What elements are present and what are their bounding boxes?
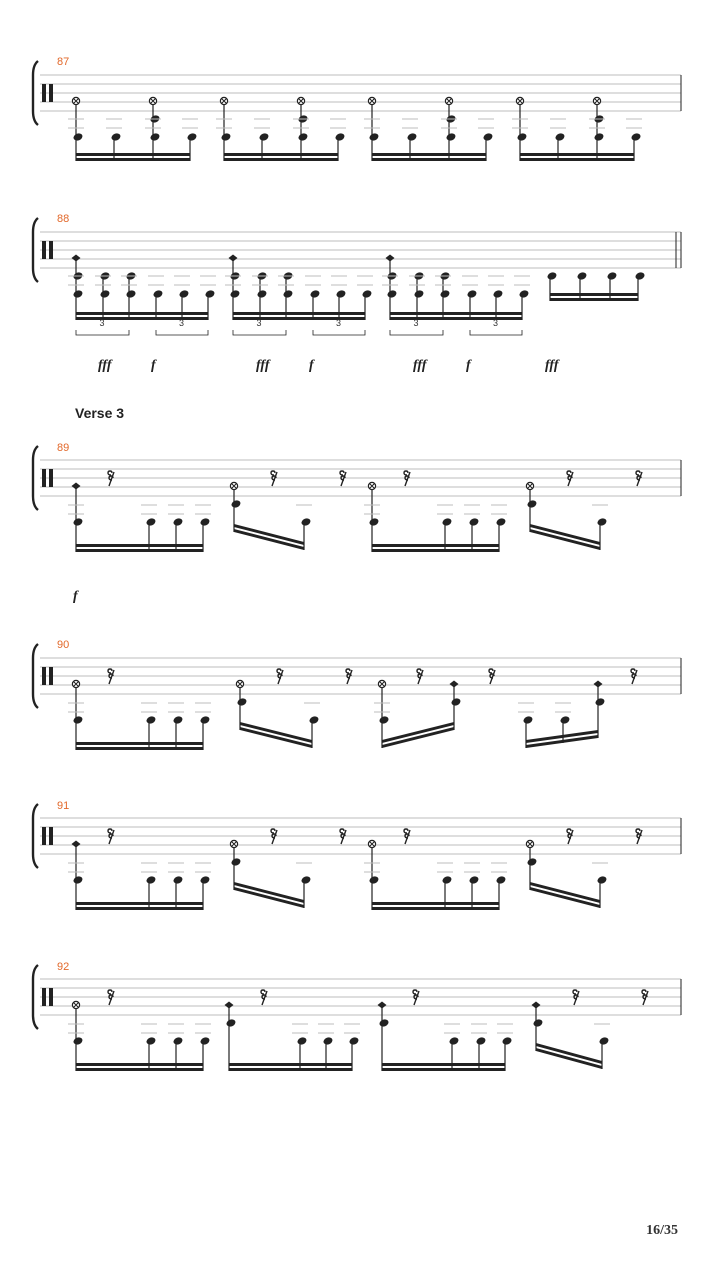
measure-number: 88 (57, 213, 70, 225)
beam (550, 293, 638, 296)
beam (76, 747, 203, 750)
notehead (100, 289, 111, 299)
notehead (173, 875, 184, 885)
beam (229, 1063, 352, 1066)
page-number: 16/35 (646, 1223, 678, 1238)
beam (76, 312, 208, 315)
dynamic-marking: fff (545, 358, 559, 373)
notehead (517, 132, 528, 142)
beam (76, 1063, 203, 1066)
percussion-clef-bar (49, 667, 53, 685)
measure-number: 90 (57, 639, 70, 651)
dynamic-marking: fff (413, 358, 427, 373)
notehead (231, 499, 242, 509)
notehead (369, 132, 380, 142)
measure-number: 87 (57, 56, 70, 68)
percussion-clef-bar (42, 241, 46, 259)
notehead (594, 132, 605, 142)
section-label: Verse 3 (75, 405, 125, 421)
notehead (335, 132, 346, 142)
notehead (527, 857, 538, 867)
notehead (446, 132, 457, 142)
beam (550, 298, 638, 301)
notehead (493, 289, 504, 299)
bracket (33, 804, 38, 868)
diamond-notehead (72, 841, 81, 848)
notehead (301, 517, 312, 527)
notehead (442, 517, 453, 527)
notehead (523, 715, 534, 725)
notehead (527, 499, 538, 509)
system-measure-89 (33, 442, 681, 604)
measure-number: 91 (57, 800, 70, 812)
notehead (379, 715, 390, 725)
notehead (379, 1018, 390, 1028)
beam (520, 158, 634, 161)
system-measure-90 (33, 639, 681, 750)
tuplet-bracket (470, 330, 522, 335)
system-measure-88 (33, 213, 681, 373)
percussion-clef-bar (42, 667, 46, 685)
beam (76, 544, 203, 547)
system-measure-92 (33, 961, 681, 1071)
diamond-notehead (532, 1002, 541, 1009)
dynamic-marking: f (466, 358, 471, 373)
notehead (73, 1036, 84, 1046)
beam (372, 153, 486, 156)
notehead (547, 271, 558, 281)
tuplet-number: 3 (493, 318, 499, 328)
notehead (301, 875, 312, 885)
notehead (230, 289, 241, 299)
notehead (173, 715, 184, 725)
percussion-clef-bar (42, 827, 46, 845)
beam (372, 902, 499, 905)
notehead (369, 875, 380, 885)
notehead (387, 289, 398, 299)
dynamic-marking: f (73, 589, 78, 604)
notehead (146, 715, 157, 725)
tuplet-bracket (76, 330, 129, 335)
tuplet-bracket (390, 330, 443, 335)
notehead (153, 289, 164, 299)
notehead (449, 1036, 460, 1046)
notehead (200, 1036, 211, 1046)
beam (372, 549, 499, 552)
tuplet-number: 3 (256, 318, 262, 328)
notehead (111, 132, 122, 142)
notehead (635, 271, 646, 281)
dynamic-marking: fff (256, 358, 270, 373)
notehead (226, 1018, 237, 1028)
beam (76, 317, 208, 320)
percussion-clef-bar (42, 988, 46, 1006)
beam (76, 153, 190, 156)
notehead (221, 132, 232, 142)
notehead (496, 875, 507, 885)
beam (229, 1068, 352, 1071)
notehead (597, 875, 608, 885)
notehead (173, 1036, 184, 1046)
beam (233, 312, 365, 315)
beam (520, 153, 634, 156)
notehead (146, 1036, 157, 1046)
notehead (126, 289, 137, 299)
measure-number: 89 (57, 442, 70, 454)
percussion-clef-bar (42, 469, 46, 487)
bracket (33, 218, 38, 282)
notehead (237, 697, 248, 707)
notehead (595, 697, 606, 707)
diamond-notehead (594, 681, 603, 688)
beam (372, 544, 499, 547)
tuplet-bracket (156, 330, 208, 335)
bracket (33, 644, 38, 708)
percussion-clef-bar (49, 84, 53, 102)
measure-number: 92 (57, 961, 70, 973)
beam (390, 312, 522, 315)
notehead (502, 1036, 513, 1046)
notehead (73, 517, 84, 527)
beam (76, 907, 203, 910)
notehead (414, 289, 425, 299)
notehead (73, 289, 84, 299)
diamond-notehead (225, 1002, 234, 1009)
beam (224, 158, 338, 161)
notehead (257, 289, 268, 299)
beam (76, 742, 203, 745)
tuplet-bracket (233, 330, 286, 335)
bracket (33, 61, 38, 125)
notehead (200, 715, 211, 725)
bracket (33, 965, 38, 1029)
beam (382, 1068, 505, 1071)
notehead (231, 857, 242, 867)
notehead (469, 517, 480, 527)
beam (76, 1068, 203, 1071)
notehead (259, 132, 270, 142)
notehead (560, 715, 571, 725)
diamond-notehead (386, 255, 395, 262)
beam (224, 153, 338, 156)
notehead (297, 1036, 308, 1046)
system-measure-91 (33, 800, 681, 910)
beam (76, 549, 203, 552)
tuplet-bracket (313, 330, 365, 335)
notehead (146, 517, 157, 527)
notehead (200, 875, 211, 885)
notehead (597, 517, 608, 527)
notehead (469, 875, 480, 885)
notehead (631, 132, 642, 142)
notehead (205, 289, 216, 299)
bracket (33, 446, 38, 510)
notehead (483, 132, 494, 142)
beam (390, 317, 522, 320)
diamond-notehead (72, 255, 81, 262)
beam (382, 1063, 505, 1066)
dynamic-marking: f (309, 358, 314, 373)
diamond-notehead (450, 681, 459, 688)
notehead (73, 132, 84, 142)
notehead (369, 517, 380, 527)
beam (372, 158, 486, 161)
notehead (577, 271, 588, 281)
notehead (496, 517, 507, 527)
diamond-notehead (378, 1002, 387, 1009)
notehead (73, 715, 84, 725)
notehead (467, 289, 478, 299)
notehead (73, 875, 84, 885)
notehead (599, 1036, 610, 1046)
notehead (476, 1036, 487, 1046)
tuplet-number: 3 (413, 318, 419, 328)
notehead (451, 697, 462, 707)
notehead (309, 715, 320, 725)
percussion-clef-bar (49, 241, 53, 259)
notehead (283, 289, 294, 299)
notehead (310, 289, 321, 299)
notehead (179, 289, 190, 299)
notehead (555, 132, 566, 142)
percussion-clef-bar (49, 988, 53, 1006)
notehead (519, 289, 530, 299)
percussion-clef-bar (42, 84, 46, 102)
beam (372, 907, 499, 910)
notehead (323, 1036, 334, 1046)
notehead (200, 517, 211, 527)
notehead (349, 1036, 360, 1046)
notehead (607, 271, 618, 281)
notehead (336, 289, 347, 299)
beam (76, 158, 190, 161)
notehead (150, 132, 161, 142)
tuplet-number: 3 (179, 318, 185, 328)
notehead (533, 1018, 544, 1028)
notehead (440, 289, 451, 299)
notehead (298, 132, 309, 142)
notehead (173, 517, 184, 527)
dynamic-marking: f (151, 358, 156, 373)
notehead (362, 289, 373, 299)
notehead (146, 875, 157, 885)
percussion-clef-bar (49, 827, 53, 845)
notehead (187, 132, 198, 142)
notehead (407, 132, 418, 142)
system-measure-87 (33, 56, 681, 161)
tuplet-number: 3 (99, 318, 105, 328)
notehead (442, 875, 453, 885)
diamond-notehead (229, 255, 238, 262)
percussion-clef-bar (49, 469, 53, 487)
diamond-notehead (72, 483, 81, 490)
beam (233, 317, 365, 320)
tuplet-number: 3 (336, 318, 342, 328)
beam (76, 902, 203, 905)
dynamic-marking: fff (98, 358, 112, 373)
